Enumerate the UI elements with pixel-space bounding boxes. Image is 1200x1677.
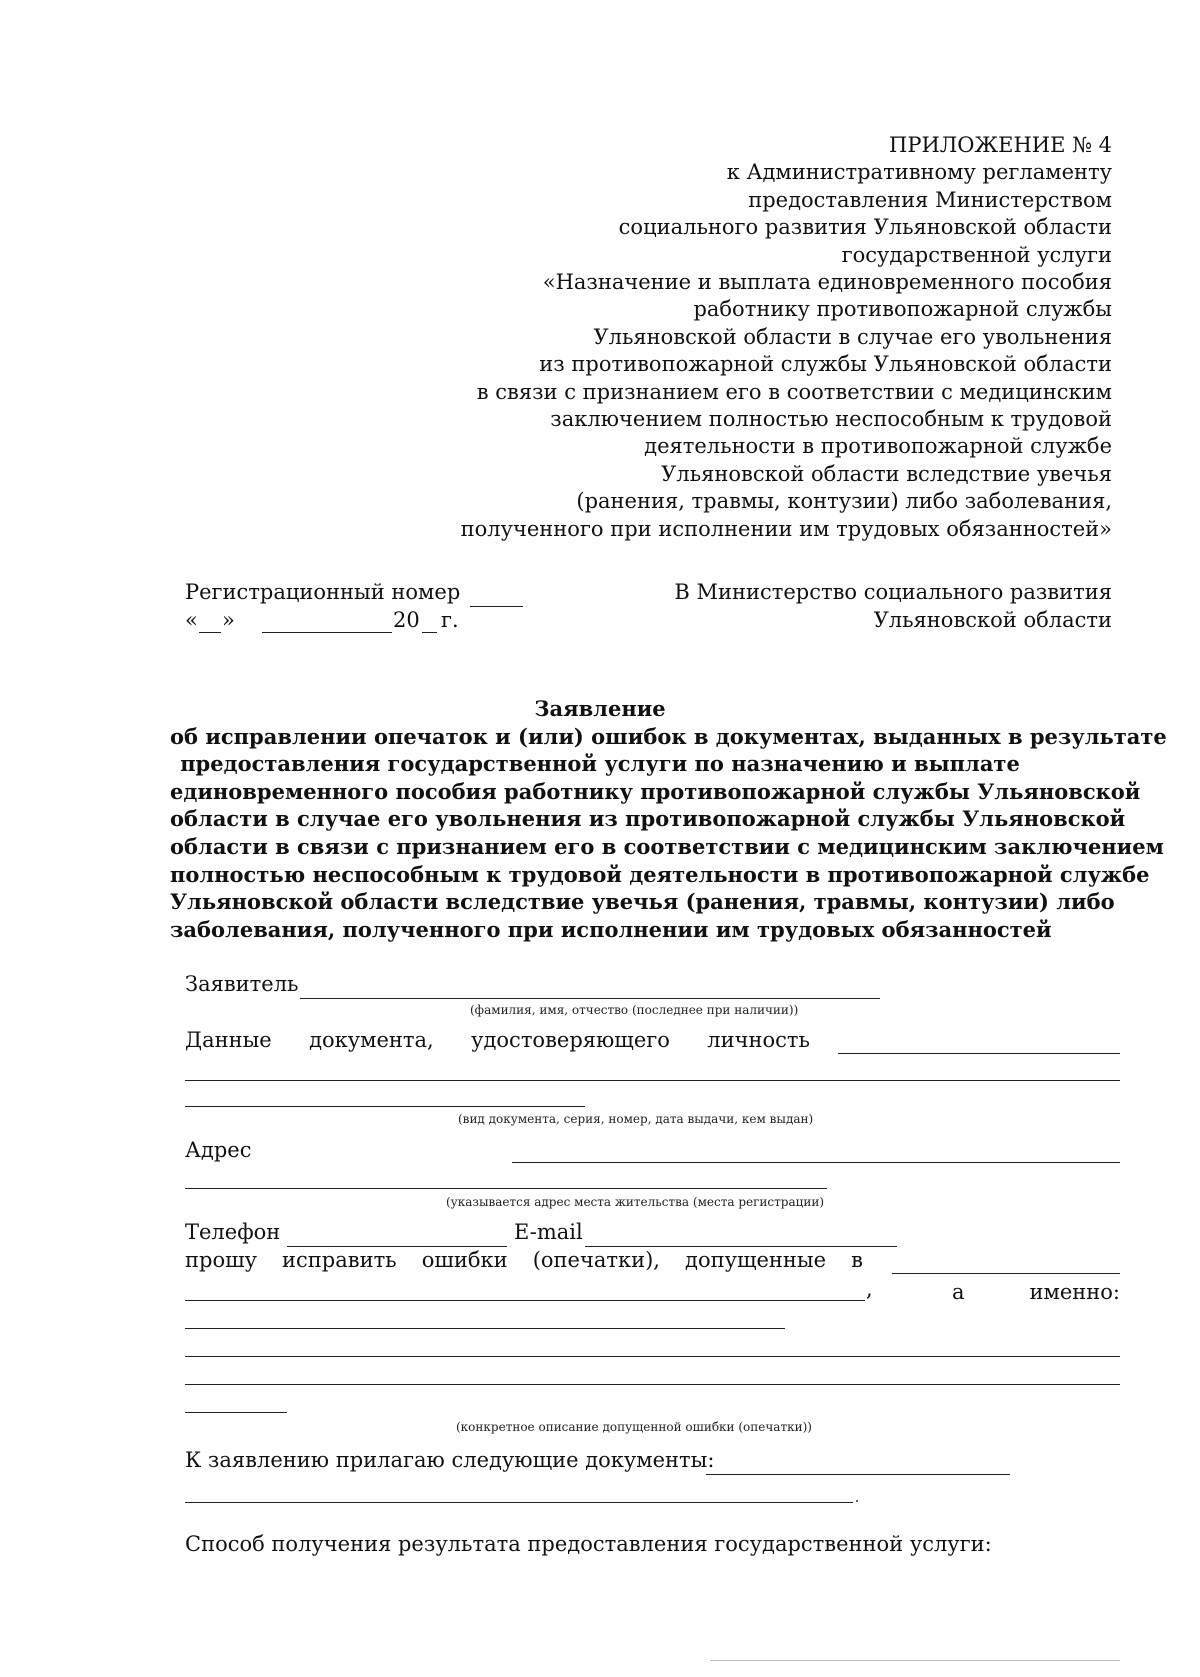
request-comma: ,: [866, 1277, 873, 1301]
appendix-line: к Административному регламенту: [726, 160, 1112, 185]
title-line: предоставления государственной услуги по назначению и выплате: [180, 751, 1020, 777]
appendix-line: предоставления Министерством: [748, 187, 1112, 212]
id-document-word: Данные: [185, 1028, 272, 1052]
id-document-word: личность: [707, 1028, 810, 1052]
request-word: допущенные: [685, 1248, 827, 1272]
appendix-line: полученного при исполнении им трудовых обязанностей»: [460, 516, 1112, 541]
registration-quote-open: «: [185, 608, 198, 632]
registration-label: Регистрационный номер: [185, 580, 461, 604]
appendix-line: социального развития Ульяновской области: [618, 215, 1112, 240]
appendix-line: работнику противопожарной службы: [693, 297, 1112, 322]
appendix-line: (ранения, травмы, контузии) либо заболевания,: [576, 489, 1112, 514]
request-label: [185, 1248, 863, 1272]
registration-year-prefix: 20: [393, 608, 420, 632]
title-line: об исправлении опечаток и (или) ошибок в документах, выданных в результате: [170, 723, 1167, 749]
registration-number-field[interactable]: [470, 606, 523, 607]
id-document-field[interactable]: [838, 1053, 1120, 1054]
registration-year-field[interactable]: [422, 632, 437, 633]
request-document-field-line[interactable]: [185, 1300, 865, 1301]
id-document-word: документа,: [309, 1028, 434, 1052]
appendix-line: деятельности в противопожарной службе: [644, 434, 1112, 459]
applicant-name-field[interactable]: [300, 998, 880, 999]
address-field-line[interactable]: [185, 1188, 827, 1189]
appendix-line: заключением полностью неспособным к трудовой: [550, 407, 1112, 432]
registration-day-field[interactable]: [199, 632, 221, 633]
request-word: ошибки: [421, 1248, 508, 1272]
email-label: E-mail: [514, 1220, 583, 1244]
title-line: области в случае его увольнения из противопожарной службы Ульяновской: [170, 806, 1126, 832]
document-title: [170, 695, 1167, 943]
appendix-line: из противопожарной службы Ульяновской области: [539, 352, 1112, 377]
title-line: заболевания, полученного при исполнении им трудовых обязанностей: [170, 916, 1052, 942]
address-label: Адрес: [185, 1138, 252, 1162]
address-caption: (указывается адрес места жительства (места регистрации): [446, 1195, 824, 1209]
registration-month-field[interactable]: [262, 632, 392, 633]
phone-label: Телефон: [185, 1220, 281, 1244]
registration-quote-close: »: [222, 608, 235, 632]
request-document-field[interactable]: [892, 1273, 1120, 1274]
title-line: полностью неспособным к трудовой деятельности в противопожарной службе: [170, 861, 1150, 887]
title-heading: Заявление: [534, 696, 666, 721]
phone-field[interactable]: [287, 1246, 507, 1247]
appendix-line: «Назначение и выплата единовременного пособия: [542, 270, 1112, 295]
id-document-label: [185, 1028, 810, 1052]
appendix-line: ПРИЛОЖЕНИЕ № 4: [889, 133, 1112, 157]
recipient-line: В Министерство социального развития: [674, 580, 1112, 604]
title-line: области в связи с признанием его в соответствии с медицинским заключением: [170, 833, 1164, 859]
applicant-caption: (фамилия, имя, отчество (последнее при наличии)): [470, 1003, 799, 1017]
namely-a: а: [952, 1280, 965, 1304]
id-document-caption: (вид документа, серия, номер, дата выдачи, кем выдан): [458, 1112, 814, 1126]
error-description-line[interactable]: [185, 1356, 1120, 1357]
attachments-label: К заявлению прилагаю следующие документы:: [185, 1448, 715, 1472]
id-document-field-line[interactable]: [185, 1080, 1120, 1081]
appendix-line: государственной услуги: [841, 242, 1112, 267]
applicant-label: Заявитель: [185, 972, 299, 996]
error-description-line[interactable]: [185, 1384, 1120, 1385]
request-word: исправить: [282, 1248, 397, 1272]
attachments-period: [856, 1500, 858, 1502]
namely-word: именно:: [1029, 1280, 1120, 1304]
method-label: Способ получения результата предоставления государственной услуги:: [185, 1532, 992, 1556]
bottom-divider: [710, 1660, 1120, 1661]
title-line: Ульяновской области вследствие увечья (ранения, травмы, контузии) либо: [170, 889, 1115, 915]
request-word: в: [851, 1248, 863, 1272]
registration-year-suffix: г.: [441, 608, 459, 632]
recipient-line: Ульяновской области: [873, 608, 1112, 632]
id-document-word: удостоверяющего: [471, 1028, 670, 1052]
attachments-field-line[interactable]: [185, 1502, 853, 1503]
error-description-line[interactable]: [185, 1328, 785, 1329]
appendix-line: Ульяновской области в случае его увольнения: [593, 324, 1112, 349]
title-line: единовременного пособия работнику противопожарной службы Ульяновской: [170, 778, 1141, 804]
address-field[interactable]: [512, 1162, 1120, 1163]
request-word: (опечатки),: [532, 1248, 660, 1272]
appendix-header: [352, 132, 1112, 543]
appendix-line: в связи с признанием его в соответствии с медицинским: [476, 379, 1112, 404]
appendix-line: Ульяновской области вследствие увечья: [661, 461, 1112, 486]
attachments-field[interactable]: [706, 1474, 1010, 1475]
id-document-field-line[interactable]: [185, 1106, 585, 1107]
error-caption: (конкретное описание допущенной ошибки (опечатки)): [456, 1420, 812, 1434]
request-word: прошу: [185, 1248, 257, 1272]
error-description-line[interactable]: [185, 1412, 287, 1413]
email-field[interactable]: [585, 1246, 897, 1247]
